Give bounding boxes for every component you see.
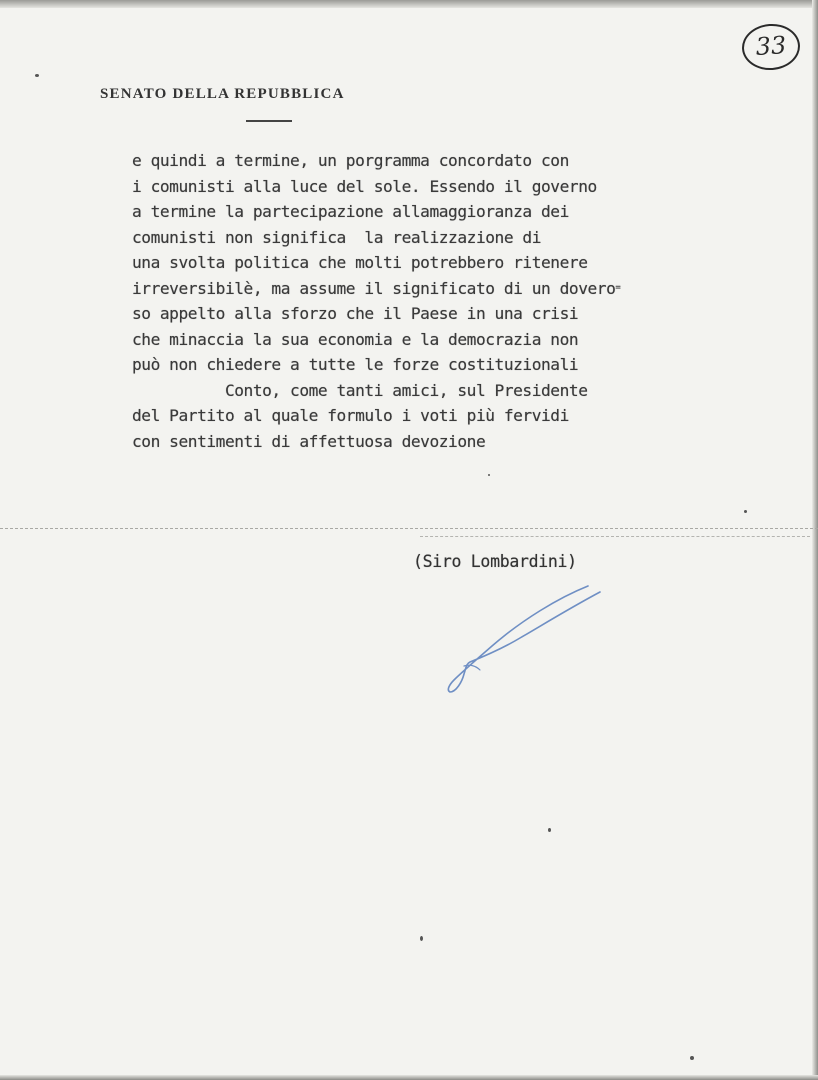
handwritten-signature [440,580,620,700]
line-continuation-mark: = [615,282,621,293]
scan-top-edge [0,0,818,8]
body-line: Conto, come tanti amici, sul Presidente [132,380,588,400]
paper-fold-line [420,536,810,537]
body-line: a termine la partecipazione allamaggioranza dei [132,202,569,221]
signature-stroke [448,586,600,692]
body-line: del Partito al quale formulo i voti più fervidi [132,406,569,425]
page-number: 33 [740,22,801,72]
letterhead-rule [246,120,292,122]
body-line: i comunisti alla luce del sole. Essendo il governo [132,176,597,196]
letterhead: SENATO DELLA REPUBBLICA [100,86,345,102]
ink-speck [744,510,747,513]
body-line: con sentimenti di affettuosa devozione [132,431,486,451]
ink-speck [690,1056,694,1060]
body-line: so appelto alla sforzo che il Paese in una crisi [132,304,579,323]
ink-speck [488,474,490,476]
body-line: che minaccia la sua economia e la democrazia non [132,329,579,349]
body-line: irreversibilè, ma assume il significato di un dovero= [132,278,621,298]
ink-speck [548,828,551,832]
ink-speck [35,74,39,77]
letter-body [132,148,802,454]
body-line: può non chiedere a tutte le forze costituzionali [132,355,579,374]
paper-fold-line [0,528,818,529]
body-line: comunisti non significa la realizzazione di [132,227,542,247]
signatory-name: (Siro Lombardini) [413,552,577,571]
scan-right-edge [812,0,818,1080]
scan-bottom-edge [0,1075,818,1080]
body-line: una svolta politica che molti potrebbero ritenere [132,253,588,272]
body-line: e quindi a termine, un porgramma concordato con [132,151,569,170]
ink-speck [420,936,423,941]
